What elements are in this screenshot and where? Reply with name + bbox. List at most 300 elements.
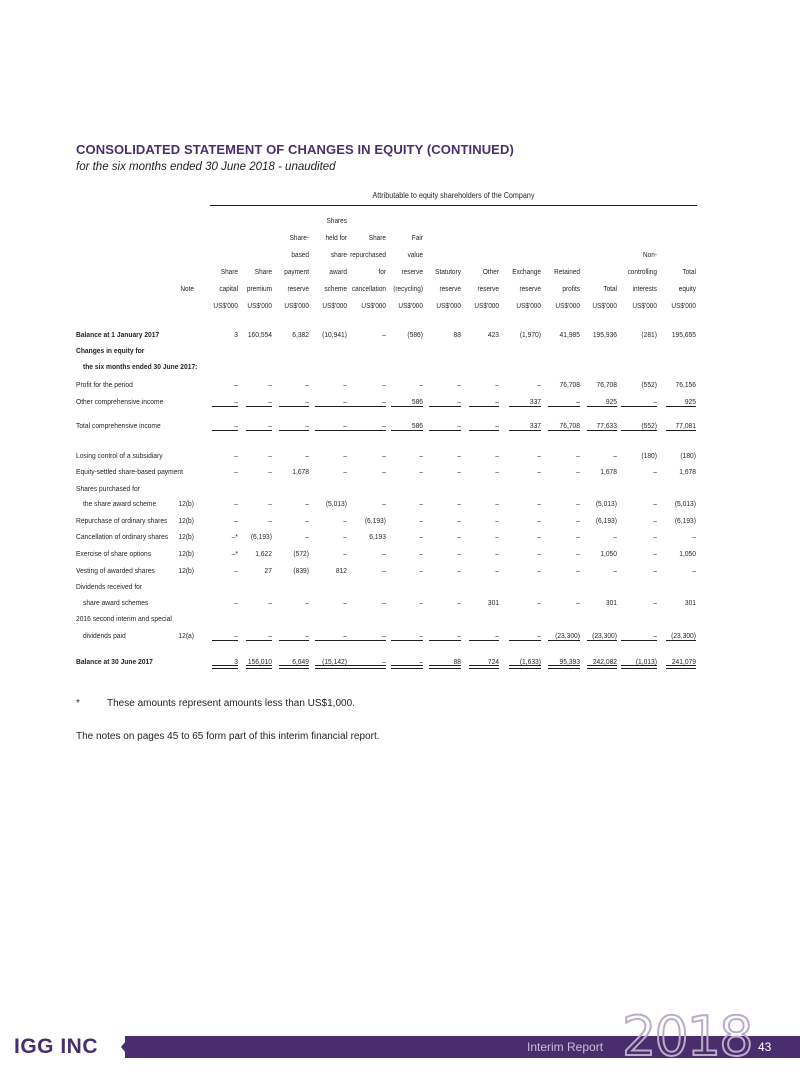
table-cell: – [268, 397, 272, 406]
total-double-rule [666, 665, 696, 669]
attributable-header: Attributable to equity shareholders of the Company [372, 191, 535, 200]
table-cell: 301 [605, 598, 617, 607]
column-header-line: US$'000 [671, 301, 696, 310]
table-cell: 41,985 [559, 330, 580, 339]
table-cell: 76,708 [596, 380, 617, 389]
table-cell: 1,050 [600, 549, 617, 558]
page-number: 43 [758, 1040, 772, 1054]
table-cell: (180) [641, 451, 657, 460]
table-cell: – [268, 467, 272, 476]
table-cell: – [537, 451, 541, 460]
table-cell: – [495, 380, 499, 389]
table-cell: – [457, 467, 461, 476]
table-cell: – [305, 516, 309, 525]
page-title: CONSOLIDATED STATEMENT OF CHANGES IN EQUITY (CONTINUED) [76, 142, 514, 157]
table-cell: 160,554 [247, 330, 272, 339]
table-cell: – [537, 566, 541, 575]
table-cell: – [382, 631, 386, 640]
table-cell: 586 [411, 397, 423, 406]
table-cell: – [305, 380, 309, 389]
table-cell: (180) [680, 451, 696, 460]
table-cell: – [234, 380, 238, 389]
total-double-rule [548, 665, 580, 669]
subtotal-rule [666, 640, 696, 641]
column-header-line: US$'000 [516, 301, 541, 310]
column-header-line: reserve [439, 284, 461, 293]
table-cell: – [305, 499, 309, 508]
table-cell: – [692, 532, 696, 541]
column-header-line: US$'000 [436, 301, 461, 310]
table-cell: – [495, 516, 499, 525]
table-cell: 337 [529, 421, 541, 430]
column-header-line: Share [368, 233, 386, 242]
table-cell: (23,300) [592, 631, 617, 640]
row-label: the six months ended 30 June 2017: [83, 362, 198, 371]
table-cell: – [653, 631, 657, 640]
table-cell: – [495, 566, 499, 575]
table-cell: (23,300) [555, 631, 580, 640]
total-double-rule [279, 665, 309, 669]
table-cell: 76,156 [675, 380, 696, 389]
subtotal-rule [246, 640, 272, 641]
column-header-line: US$'000 [632, 301, 657, 310]
table-cell: 195,936 [592, 330, 617, 339]
table-cell: 1,678 [679, 467, 696, 476]
table-cell: (10,941) [322, 330, 347, 339]
subtotal-rule [246, 430, 272, 431]
table-cell: – [343, 421, 347, 430]
subtotal-rule [279, 430, 309, 431]
table-cell: – [537, 549, 541, 558]
table-cell: – [234, 499, 238, 508]
table-cell: (6,193) [250, 532, 272, 541]
row-label: Shares purchased for [76, 484, 140, 493]
table-cell: – [576, 532, 580, 541]
table-cell: – [576, 397, 580, 406]
column-header-line: US$'000 [555, 301, 580, 310]
table-cell: – [305, 451, 309, 460]
table-cell: (5,013) [674, 499, 696, 508]
row-label: Vesting of awarded shares [76, 566, 155, 575]
subtotal-rule [509, 430, 541, 431]
table-cell: 195,655 [671, 330, 696, 339]
table-cell: 27 [264, 566, 272, 575]
table-cell: – [457, 421, 461, 430]
report-label: Interim Report [527, 1040, 604, 1054]
table-cell: – [382, 549, 386, 558]
table-cell: – [382, 499, 386, 508]
table-cell: (552) [641, 380, 657, 389]
table-cell: – [419, 549, 423, 558]
subtotal-rule [666, 430, 696, 431]
row-label: Other comprehensive income [76, 397, 164, 406]
table-cell: – [457, 532, 461, 541]
table-cell: 77,081 [675, 421, 696, 430]
row-label: 2016 second interim and special [76, 614, 172, 623]
table-cell: 812 [335, 566, 347, 575]
note-column-header: Note [180, 284, 194, 293]
table-cell: – [343, 598, 347, 607]
table-cell: (839) [293, 566, 309, 575]
column-header-line: award [329, 267, 347, 276]
table-cell: – [419, 380, 423, 389]
table-cell: – [305, 421, 309, 430]
table-cell: – [576, 549, 580, 558]
table-cell: – [576, 598, 580, 607]
column-header-line: premium [246, 284, 272, 293]
row-label: Changes in equity for [76, 346, 145, 355]
table-cell: – [495, 631, 499, 640]
total-double-rule [391, 665, 423, 669]
column-header-line: capital [219, 284, 238, 293]
column-header-line [645, 229, 696, 246]
table-cell: – [576, 516, 580, 525]
subtotal-rule [429, 430, 461, 431]
column-header-line: controlling [627, 267, 657, 276]
report-year: 2018 [622, 1005, 752, 1068]
table-cell: – [653, 467, 657, 476]
column-header-line: US$'000 [474, 301, 499, 310]
column-header-line: payment [284, 267, 309, 276]
table-cell: – [234, 467, 238, 476]
table-cell: 1,050 [679, 549, 696, 558]
table-cell: – [234, 516, 238, 525]
subtotal-rule [548, 430, 580, 431]
table-cell: – [382, 380, 386, 389]
total-double-rule [429, 665, 461, 669]
table-cell: 925 [605, 397, 617, 406]
table-cell: – [457, 566, 461, 575]
table-cell: – [268, 451, 272, 460]
table-cell: – [537, 499, 541, 508]
subtotal-rule [469, 640, 499, 641]
column-header-line: US$'000 [398, 301, 423, 310]
table-cell: – [613, 566, 617, 575]
table-cell: – [495, 532, 499, 541]
row-label: Balance at 1 January 2017 [76, 330, 160, 339]
subtotal-rule [429, 406, 461, 407]
table-cell: –* [231, 532, 238, 541]
table-cell: 6,193 [369, 532, 386, 541]
total-double-rule [621, 665, 657, 669]
subtotal-rule [346, 640, 386, 641]
table-cell: – [613, 532, 617, 541]
chevron-left-icon [118, 1034, 140, 1060]
table-cell: – [457, 516, 461, 525]
table-cell: – [495, 467, 499, 476]
table-cell: 301 [684, 598, 696, 607]
note-ref: 12(b) [178, 516, 194, 525]
table-cell: 423 [487, 330, 499, 339]
total-double-rule [246, 665, 272, 669]
column-header-line: Retained [554, 267, 580, 276]
table-cell: 156,010 [247, 657, 272, 666]
table-cell: 337 [529, 397, 541, 406]
table-cell: – [495, 549, 499, 558]
table-cell: – [419, 467, 423, 476]
subtotal-rule [621, 430, 657, 431]
subtotal-rule [315, 406, 347, 407]
table-cell: – [382, 467, 386, 476]
subtotal-rule [587, 640, 617, 641]
table-cell: – [343, 467, 347, 476]
table-cell: – [382, 566, 386, 575]
column-header-line: profits [562, 284, 580, 293]
table-cell: (572) [293, 549, 309, 558]
column-header-line: Shares [326, 216, 347, 225]
column-header-line [645, 212, 696, 229]
column-header-line: Non- [643, 250, 657, 259]
table-cell: – [419, 451, 423, 460]
subtotal-rule [315, 640, 347, 641]
subtotal-rule [391, 430, 423, 431]
subtotal-rule [212, 430, 238, 431]
column-header-line: value [407, 250, 423, 259]
subtotal-rule [621, 406, 657, 407]
column-header-line: reserve [401, 267, 423, 276]
table-cell: – [576, 467, 580, 476]
table-cell: – [576, 566, 580, 575]
table-cell: – [382, 598, 386, 607]
table-cell: – [457, 631, 461, 640]
table-cell: – [382, 397, 386, 406]
column-header-line: based [291, 250, 309, 259]
table-cell: 88 [453, 330, 461, 339]
table-cell: 95,393 [559, 657, 580, 666]
subtotal-rule [246, 406, 272, 407]
table-cell: (586) [407, 330, 423, 339]
table-cell: – [419, 566, 423, 575]
subtotal-rule [621, 640, 657, 641]
row-label: share award schemes [83, 598, 149, 607]
table-cell: – [495, 451, 499, 460]
table-cell: 76,708 [559, 421, 580, 430]
table-cell: – [495, 499, 499, 508]
table-cell: – [343, 532, 347, 541]
table-cell: (6,193) [364, 516, 386, 525]
table-cell: 1,622 [255, 549, 272, 558]
table-cell: – [537, 516, 541, 525]
table-cell: – [692, 566, 696, 575]
table-cell: (15,142) [322, 657, 347, 666]
column-header [645, 212, 696, 314]
table-cell: (281) [641, 330, 657, 339]
table-cell: – [537, 467, 541, 476]
subtotal-rule [279, 640, 309, 641]
table-cell: 1,678 [292, 467, 309, 476]
table-cell: – [653, 397, 657, 406]
table-cell: – [234, 451, 238, 460]
table-cell: – [343, 516, 347, 525]
subtotal-rule [469, 430, 499, 431]
row-label: Cancellation of ordinary shares [76, 532, 169, 541]
table-cell: 3 [234, 330, 238, 339]
note-ref: 12(b) [178, 549, 194, 558]
table-cell: – [419, 532, 423, 541]
table-cell: – [234, 598, 238, 607]
total-double-rule [509, 665, 541, 669]
column-header-line: US$'000 [247, 301, 272, 310]
table-cell: 3 [234, 657, 238, 666]
page-subtitle: for the six months ended 30 June 2018 - unaudited [76, 161, 336, 173]
table-cell: (5,013) [325, 499, 347, 508]
table-cell: – [419, 631, 423, 640]
table-cell: – [419, 516, 423, 525]
total-double-rule [469, 665, 499, 669]
table-cell: (5,013) [595, 499, 617, 508]
column-header-line: Fair [411, 233, 423, 242]
subtotal-rule [548, 640, 580, 641]
table-cell: – [457, 380, 461, 389]
table-cell: – [613, 451, 617, 460]
table-cell: – [653, 549, 657, 558]
column-header-line: US$'000 [284, 301, 309, 310]
subtotal-rule [212, 406, 238, 407]
column-header-line: reserve [477, 284, 499, 293]
subtotal-rule [429, 640, 461, 641]
table-cell: – [495, 421, 499, 430]
table-cell: 241,079 [671, 657, 696, 666]
column-header-line: scheme [324, 284, 347, 293]
table-cell: – [419, 657, 423, 666]
total-double-rule [346, 665, 386, 669]
table-cell: – [653, 566, 657, 575]
row-label: Profit for the period [76, 380, 133, 389]
table-cell: (1,970) [519, 330, 541, 339]
subtotal-rule [469, 406, 499, 407]
subtotal-rule [587, 430, 617, 431]
table-cell: – [537, 380, 541, 389]
table-cell: – [343, 397, 347, 406]
row-label: Repurchase of ordinary shares [76, 516, 168, 525]
row-label: Exercise of share options [76, 549, 152, 558]
column-header-line: reserve [287, 284, 309, 293]
column-header-line: interests [632, 284, 657, 293]
table-cell: – [457, 598, 461, 607]
attributable-rule [210, 205, 697, 206]
subtotal-rule [548, 406, 580, 407]
table-cell: 76,708 [559, 380, 580, 389]
table-cell: – [576, 499, 580, 508]
subtotal-rule [391, 640, 423, 641]
table-cell: – [457, 397, 461, 406]
table-cell: (23,300) [671, 631, 696, 640]
note-ref: 12(b) [178, 499, 194, 508]
column-header-line: Share [254, 267, 272, 276]
table-cell: – [268, 380, 272, 389]
table-cell: – [382, 330, 386, 339]
table-cell: – [537, 631, 541, 640]
table-cell: – [382, 451, 386, 460]
column-header-line: repurchased [350, 250, 386, 259]
note-ref: 12(a) [178, 631, 194, 640]
table-cell: – [343, 451, 347, 460]
row-label: dividends paid [83, 631, 126, 640]
table-cell: 586 [411, 421, 423, 430]
column-header-line: Other [482, 267, 499, 276]
table-cell: – [305, 598, 309, 607]
company-name: IGG INC [14, 1035, 99, 1058]
subtotal-rule [587, 406, 617, 407]
table-cell: – [268, 631, 272, 640]
table-cell: 6,382 [292, 330, 309, 339]
subtotal-rule [346, 406, 386, 407]
table-cell: – [268, 598, 272, 607]
row-label: Dividends received for [76, 582, 143, 591]
table-cell: – [537, 532, 541, 541]
table-cell: – [457, 499, 461, 508]
table-cell: – [495, 397, 499, 406]
table-cell: – [343, 631, 347, 640]
footnote-text: These amounts represent amounts less than US$1,000. [107, 698, 355, 709]
table-cell: – [234, 421, 238, 430]
column-header-line: for [378, 267, 386, 276]
table-cell: 88 [453, 657, 461, 666]
table-cell: – [268, 499, 272, 508]
subtotal-rule [346, 430, 386, 431]
column-header-line: US$'000 [361, 301, 386, 310]
table-cell: 724 [487, 657, 499, 666]
subtotal-rule [315, 430, 347, 431]
row-label: Equity-settled share-based payment [76, 467, 183, 476]
table-cell: 925 [684, 397, 696, 406]
table-cell: 301 [487, 598, 499, 607]
table-cell: – [653, 516, 657, 525]
table-cell: – [419, 499, 423, 508]
table-cell: (1,633) [519, 657, 541, 666]
row-label: the share award scheme [83, 499, 157, 508]
column-header-line: US$'000 [213, 301, 238, 310]
table-cell: (6,193) [595, 516, 617, 525]
table-cell: – [576, 451, 580, 460]
column-header-line: US$'000 [592, 301, 617, 310]
column-header-line: held for [325, 233, 347, 242]
column-header-line: Total [682, 267, 696, 276]
table-cell: – [382, 421, 386, 430]
total-double-rule [587, 665, 617, 669]
table-cell: 77,633 [596, 421, 617, 430]
column-header-line: Exchange [512, 267, 541, 276]
table-cell: 242,082 [592, 657, 617, 666]
table-cell: – [457, 549, 461, 558]
subtotal-rule [391, 406, 423, 407]
note-ref: 12(b) [178, 566, 194, 575]
subtotal-rule [279, 406, 309, 407]
column-header-line: Share [220, 267, 238, 276]
notes-reference: The notes on pages 45 to 65 form part of this interim financial report. [76, 731, 380, 742]
column-header-line: cancellation [351, 284, 386, 293]
table-cell: – [653, 598, 657, 607]
subtotal-rule [509, 640, 541, 641]
column-header-line: reserve [519, 284, 541, 293]
table-cell: – [234, 397, 238, 406]
table-cell: – [537, 598, 541, 607]
table-cell: – [305, 397, 309, 406]
row-label: Losing control of a subsidiary [76, 451, 163, 460]
total-double-rule [315, 665, 347, 669]
subtotal-rule [509, 406, 541, 407]
table-cell: – [382, 657, 386, 666]
total-double-rule [212, 665, 238, 669]
subtotal-rule [666, 406, 696, 407]
table-cell: – [653, 499, 657, 508]
column-header-line: (recycling) [393, 284, 423, 293]
table-cell: – [419, 598, 423, 607]
table-cell: –* [231, 549, 238, 558]
column-header-line: Share- [289, 233, 309, 242]
table-cell: – [305, 631, 309, 640]
table-cell: – [343, 549, 347, 558]
